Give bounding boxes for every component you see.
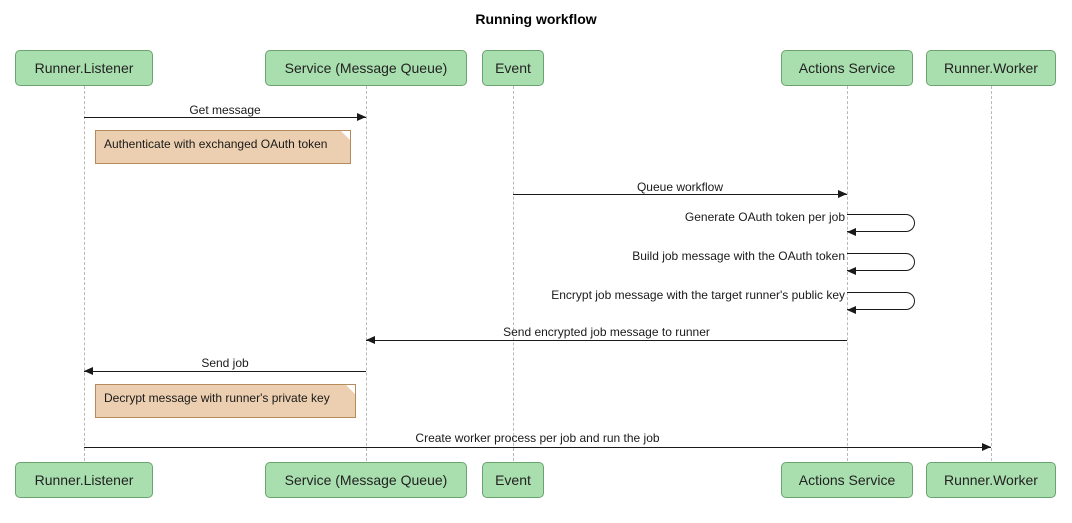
note-fold-corner: [346, 385, 355, 394]
message-line-create-worker-process: [84, 447, 991, 448]
message-line-queue-workflow: [513, 194, 847, 195]
note-fold-corner: [341, 131, 350, 140]
note-text: Decrypt message with runner's private key: [104, 391, 330, 405]
actor-runner-listener-bottom[interactable]: [15, 462, 153, 498]
diagram-title: Running workflow: [475, 11, 597, 27]
actor-runner-worker-bottom[interactable]: [926, 462, 1056, 498]
message-label-send-job: Send job: [201, 356, 249, 370]
actor-label: Actions Service: [798, 472, 896, 488]
actor-runner-worker-top[interactable]: [926, 50, 1056, 86]
message-line-send-encrypted-job-message: [366, 340, 847, 341]
message-label-get-message: Get message: [189, 103, 261, 117]
message-label-build-job-message: Build job message with the OAuth token: [632, 249, 845, 263]
arrow-head-build-job-message: [847, 267, 856, 275]
actor-label: Runner.Listener: [34, 60, 134, 76]
actor-label: Actions Service: [798, 60, 896, 76]
note-decrypt: [95, 384, 356, 418]
message-line-send-job: [84, 371, 366, 372]
note-text: Authenticate with exchanged OAuth token: [104, 137, 328, 151]
message-label-generate-oauth-token: Generate OAuth token per job: [684, 210, 845, 224]
actor-runner-listener-top[interactable]: [15, 50, 153, 86]
actor-label: Event: [495, 60, 531, 76]
actor-actions-service-top[interactable]: [781, 50, 913, 86]
lifeline-service-message-queue: [366, 86, 367, 461]
message-label-send-encrypted-job-message: Send encrypted job message to runner: [503, 325, 710, 339]
actor-label: Service (Message Queue): [284, 472, 448, 488]
self-loop-encrypt-job-message: [847, 292, 915, 310]
actor-service-message-queue-bottom[interactable]: [265, 462, 467, 498]
actor-event-top[interactable]: [482, 50, 544, 86]
actor-actions-service-bottom[interactable]: [781, 462, 913, 498]
lifeline-runner-worker: [991, 86, 992, 461]
message-line-get-message: [84, 117, 366, 118]
message-label-create-worker-process: Create worker process per job and run the job: [415, 431, 660, 445]
actor-label: Event: [495, 472, 531, 488]
actor-label: Runner.Worker: [944, 60, 1038, 76]
lifeline-runner-listener: [84, 86, 85, 461]
actor-label: Runner.Worker: [944, 472, 1038, 488]
actor-label: Runner.Listener: [34, 472, 134, 488]
message-label-encrypt-job-message: Encrypt job message with the target runner's public key: [551, 288, 845, 302]
message-label-queue-workflow: Queue workflow: [636, 180, 724, 194]
arrow-head-generate-oauth-token: [847, 228, 856, 236]
lifeline-event: [513, 86, 514, 461]
arrow-head-encrypt-job-message: [847, 306, 856, 314]
note-authenticate: [95, 130, 351, 164]
self-loop-generate-oauth-token: [847, 214, 915, 232]
actor-service-message-queue-top[interactable]: [265, 50, 467, 86]
self-loop-build-job-message: [847, 253, 915, 271]
actor-event-bottom[interactable]: [482, 462, 544, 498]
actor-label: Service (Message Queue): [284, 60, 448, 76]
